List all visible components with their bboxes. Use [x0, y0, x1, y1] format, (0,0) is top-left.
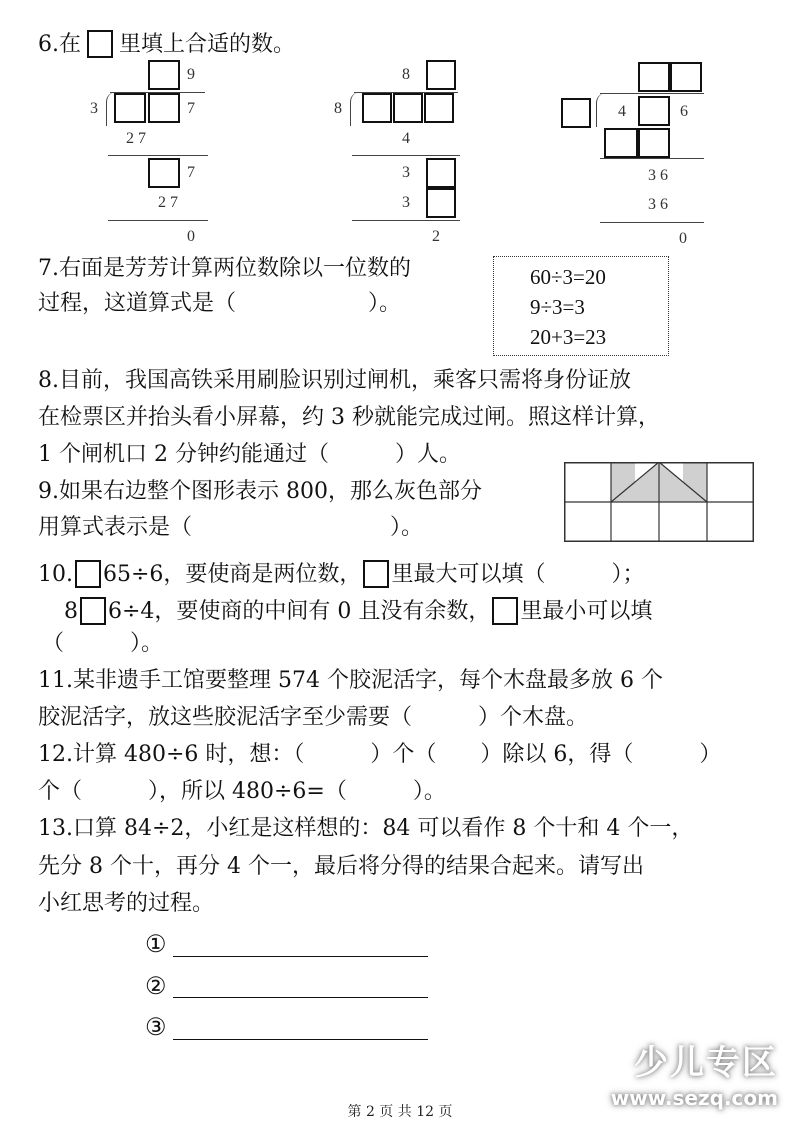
calc-line: 20+3=23 [530, 325, 607, 349]
watermark [611, 1035, 778, 1110]
q7-line1: 7.右面是芳芳计算两位数除以一位数的 [38, 256, 411, 281]
partial-product: 2 7 [126, 130, 146, 147]
answer-box[interactable] [114, 93, 146, 123]
calc-line: 9÷3=3 [530, 295, 585, 319]
q9-line2: 用算式表示是（ ）。 [38, 515, 424, 540]
q8-line3: 1 个闸机口 2 分钟约能通过（ ）人。 [38, 442, 461, 467]
answer-box[interactable] [426, 158, 456, 188]
answer-box[interactable] [638, 128, 670, 158]
answer-box-icon [363, 560, 389, 588]
q10-line2: 8 6÷4，要使商的中间有 0 且没有余数， 里最小可以填 [64, 599, 653, 624]
answer-box-icon [492, 597, 518, 625]
dividend-digit: 4 [618, 103, 626, 120]
q11-line1: 11.某非遗手工馆要整理 574 个胶泥活字，每个木盘最多放 6 个 [38, 668, 663, 693]
q8-line2: 在检票区并抬头看小屏幕，约 3 秒就能完成过闸。照这样计算， [38, 405, 660, 430]
answer-box[interactable] [148, 158, 180, 188]
remainder-digit: 7 [187, 164, 195, 181]
q10-line3: （ ）。 [42, 631, 164, 656]
answer-box[interactable] [80, 597, 106, 625]
answer-box[interactable] [670, 62, 702, 92]
step-number: ① [145, 930, 167, 958]
answer-box[interactable] [426, 188, 456, 218]
answer-box[interactable] [75, 560, 101, 588]
divisor: 3 [90, 100, 98, 117]
page-footer: 第 2 页 共 12 页 [347, 1104, 453, 1120]
dividend-digit: 6 [680, 103, 688, 120]
partial-product: 4 [402, 130, 410, 147]
remainder-digits: 3 6 [648, 167, 668, 184]
partial-product: 3 [402, 194, 410, 211]
q13-line2: 先分 8 个十，再分 4 个一，最后将分得的结果合起来。请写出 [38, 854, 644, 879]
answer-box[interactable] [426, 60, 456, 90]
q11-line2: 胶泥活字，放这些胶泥活字至少需要（ ）个木盘。 [38, 705, 589, 730]
remainder-digit: 3 [402, 164, 410, 181]
calculation-box [493, 256, 669, 356]
answer-box[interactable] [424, 93, 454, 123]
final-remainder: 0 [679, 230, 687, 247]
partial-product: 2 7 [158, 194, 178, 211]
q8-line1: 8.目前，我国高铁采用刷脸识别过闸机，乘客只需将身份证放 [38, 368, 631, 393]
divisor: 8 [334, 100, 342, 117]
q12-line1: 12.计算 480÷6 时，想：（ ）个（ ）除以 6，得（ ） [38, 742, 722, 767]
answer-box[interactable] [604, 128, 638, 158]
watermark-title: 少儿专区 [634, 1043, 778, 1083]
answer-box[interactable] [638, 96, 670, 126]
watermark-url: www.sezq.com [610, 1086, 778, 1110]
answer-box[interactable] [148, 60, 180, 90]
final-remainder: 2 [432, 228, 440, 245]
answer-box[interactable] [148, 93, 180, 123]
final-remainder: 0 [187, 228, 195, 245]
partial-product: 3 6 [648, 196, 668, 213]
quotient-digit: 8 [402, 66, 410, 83]
q13-line3: 小红思考的过程。 [38, 891, 215, 916]
step-number: ③ [145, 1013, 167, 1041]
q7-line2: 过程，这道算式是（ ）。 [38, 291, 402, 316]
step-number: ② [145, 972, 167, 1000]
answer-box[interactable] [561, 98, 591, 128]
answer-line[interactable] [173, 997, 428, 998]
dividend-digit: 7 [187, 100, 195, 117]
answer-box[interactable] [362, 93, 392, 123]
q6-heading: 6.在 里填上合适的数。 [38, 32, 296, 57]
q13-line1: 13.口算 84÷2，小红是这样想的：84 可以看作 8 个十和 4 个一， [38, 816, 694, 841]
quotient-digit: 9 [187, 66, 195, 83]
shaded-figure [564, 462, 754, 542]
answer-box[interactable] [638, 62, 670, 92]
q10-line1: 10. 65÷6，要使商是两位数， 里最大可以填（ ）； [38, 562, 645, 587]
answer-box[interactable] [393, 93, 423, 123]
q12-line2: 个（ ），所以 480÷6=（ ）。 [38, 779, 446, 804]
answer-box-icon [87, 30, 113, 58]
calc-line: 60÷3=20 [530, 265, 606, 289]
answer-line[interactable] [173, 956, 428, 957]
answer-line[interactable] [173, 1039, 428, 1040]
q9-line1: 9.如果右边整个图形表示 800，那么灰色部分 [38, 479, 482, 504]
